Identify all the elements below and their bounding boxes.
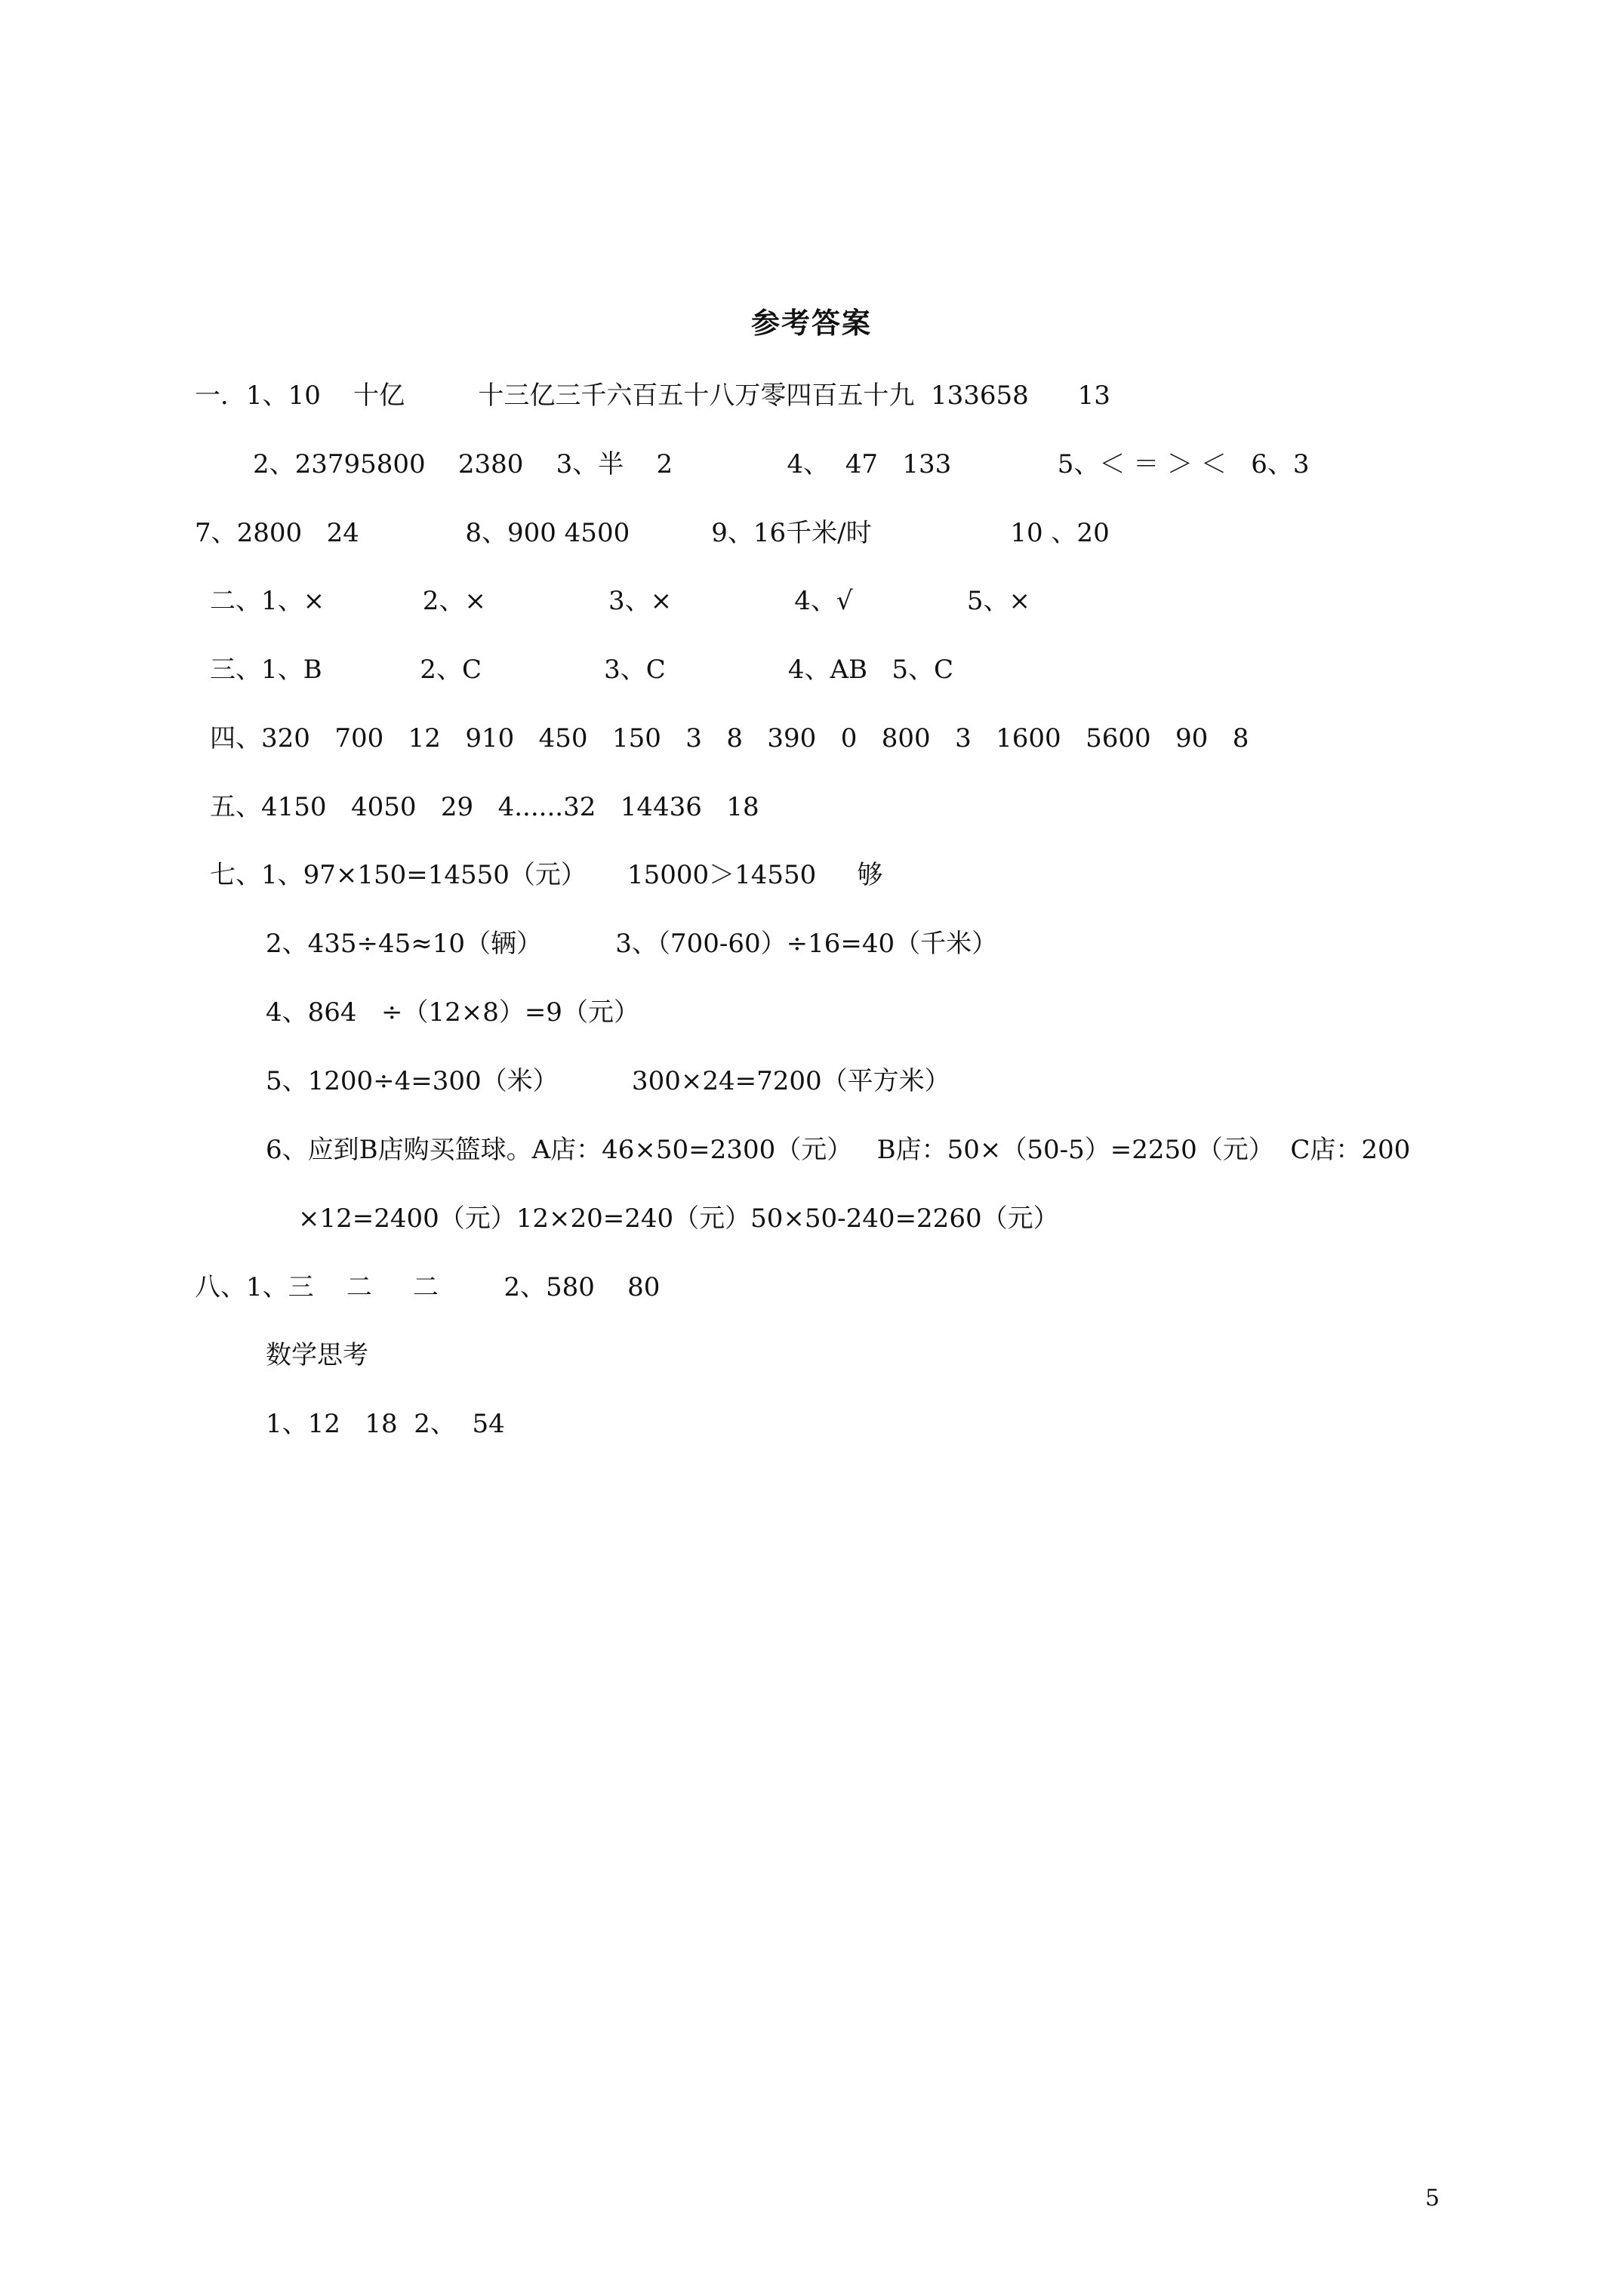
answer-line-4: 二、1、× 2、× 3、× 4、√ 5、× [210, 586, 1031, 616]
answer-line-6: 四、320 700 12 910 450 150 3 8 390 0 800 3 1600 5600 90 8 [210, 723, 1249, 754]
section-heading-math-thinking: 数学思考 [266, 1340, 368, 1370]
answer-line-12: 6、应到B店购买篮球。A店：46×50=2300（元） B店：50×（50-5）=2250（元） C店：200 [266, 1135, 1411, 1165]
answer-line-13: ×12=2400（元）12×20=240（元）50×50-240=2260（元） [298, 1203, 1059, 1234]
answer-line-9: 2、435÷45≈10（辆） 3、（700-60）÷16=40（千米） [266, 929, 998, 959]
answer-line-14: 八、1、三 二 二 2、580 80 [195, 1272, 661, 1302]
answer-line-5: 三、1、B 2、C 3、C 4、AB 5、C [210, 655, 954, 685]
answer-line-3: 7、2800 24 8、900 4500 9、16千米/时 10 、20 [195, 518, 1110, 548]
answer-line-8: 七、1、97×150=14550（元） 15000＞14550 够 [210, 860, 883, 890]
answer-line-7: 五、4150 4050 29 4......32 14436 18 [210, 792, 759, 822]
answer-line-10: 4、864 ÷（12×8）=9（元） [266, 997, 639, 1028]
answer-line-11: 5、1200÷4=300（米） 300×24=7200（平方米） [266, 1066, 950, 1096]
page-number: 5 [1425, 2185, 1440, 2211]
answer-line-1: 一．1、10 十亿 十三亿三千六百五十八万零四百五十九 133658 13 [195, 381, 1110, 411]
answer-line-16: 1、12 18 2、 54 [266, 1409, 505, 1439]
page-title: 参考答案 [750, 306, 872, 340]
answer-line-2: 2、23795800 2380 3、半 2 4、 47 133 5、＜ ＝ ＞ ＜ 6、3 [253, 449, 1310, 479]
